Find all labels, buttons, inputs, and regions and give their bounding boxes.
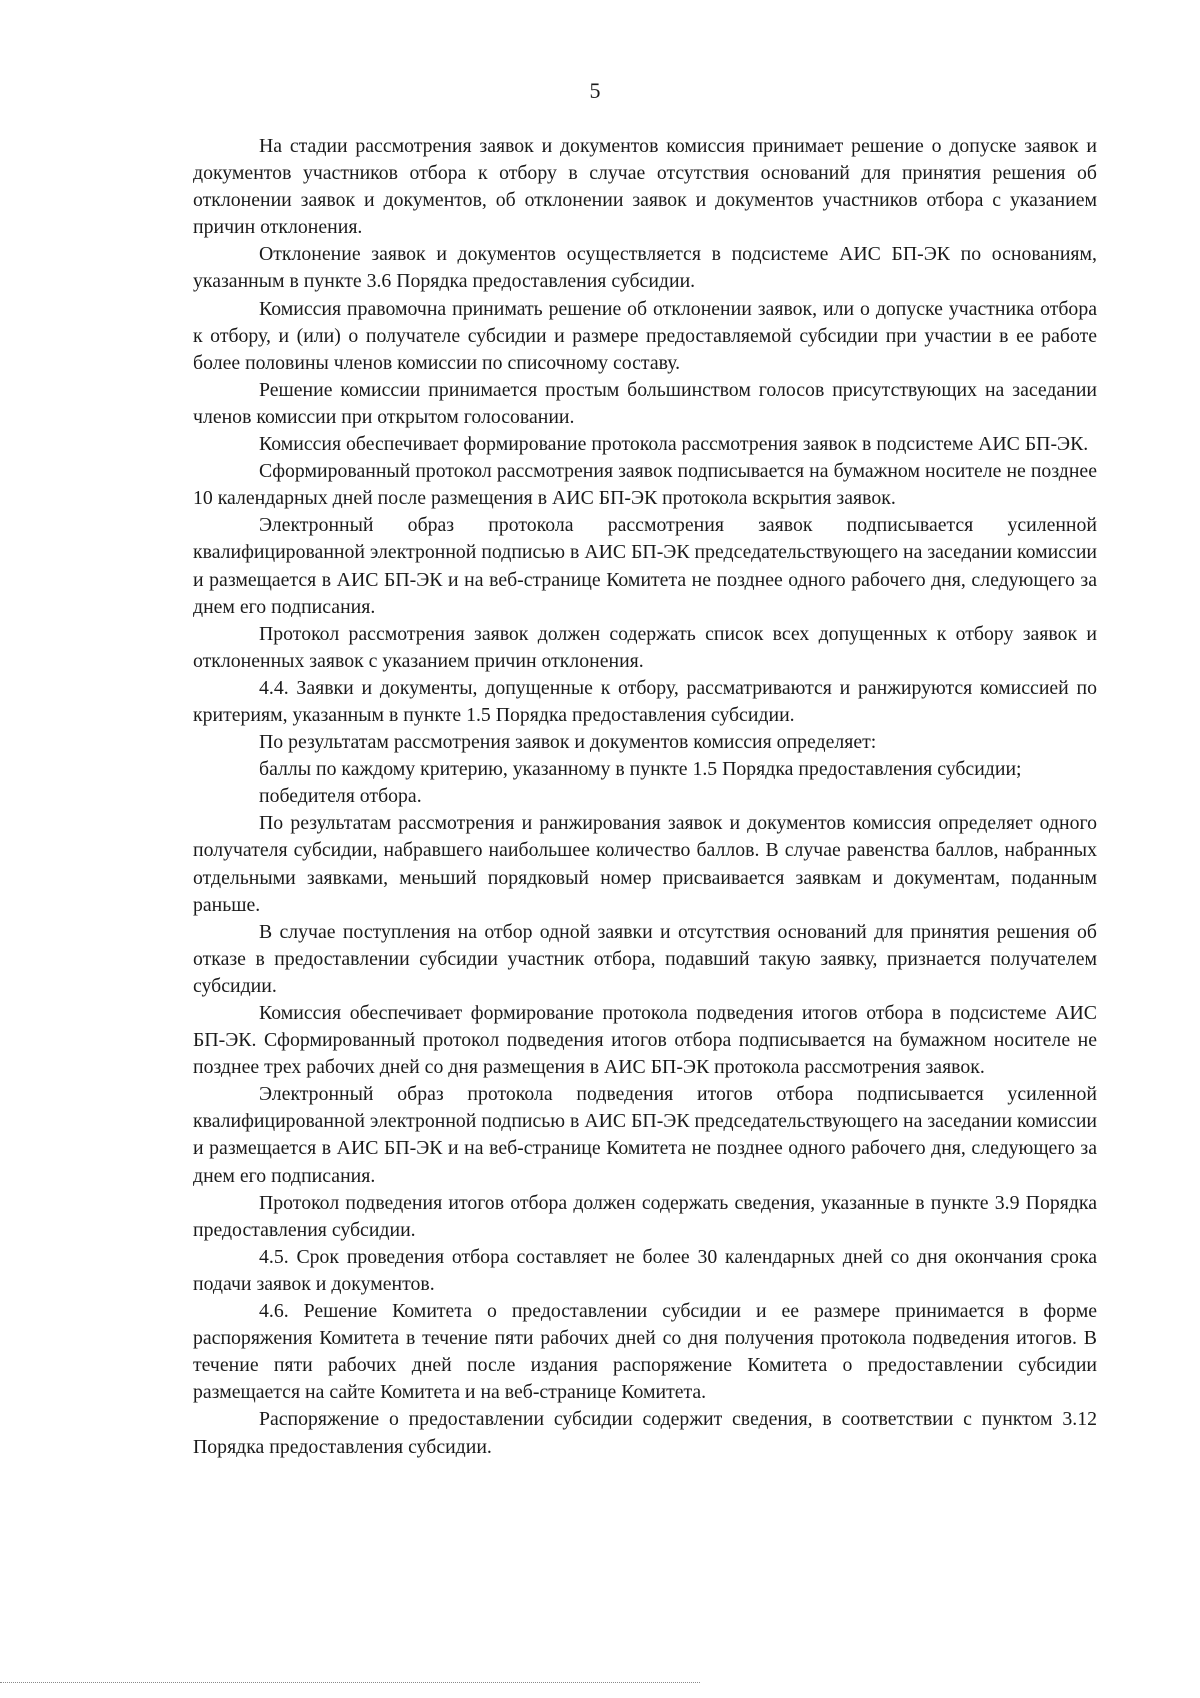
paragraph: Протокол рассмотрения заявок должен содержать список всех допущенных к отбору заявок и отклоненных заявок с указанием причин отклонения. [193, 622, 1097, 672]
document-body [193, 133, 1097, 1461]
paragraph: Комиссия правомочна принимать решение об отклонении заявок, или о допуске участника отбора к отбору, и (или) о получателе субсидии и размере предоставляемой субсидии при участии в ее работе более половины членов комиссии по списочному составу. [193, 297, 1097, 374]
paragraph: Распоряжение о предоставлении субсидии содержит сведения, в соответствии с пунктом 3.12 Порядка предоставления субсидии. [193, 1408, 1097, 1458]
paragraph-section-4-6: 4.6. Решение Комитета о предоставлении субсидии и ее размере принимается в форме распоряжения Комитета в течение пяти рабочих дней со дня получения протокола подведения итогов. В течение пяти рабочих дней после издания распоряжение Комитета о предоставлении субсидии размещается на сайте Комитета и на веб-странице Комитета. [193, 1300, 1097, 1404]
paragraph: По результатам рассмотрения и ранжирования заявок и документов комиссия определяет одного получателя субсидии, набравшего наибольшее количество баллов. В случае равенства баллов, набранных отдельными заявками, меньший порядковый номер присваивается заявкам и документам, поданным раньше. [193, 812, 1097, 916]
paragraph: Протокол подведения итогов отбора должен содержать сведения, указанные в пункте 3.9 Порядка предоставления субсидии. [193, 1191, 1097, 1241]
paragraph: Электронный образ протокола рассмотрения заявок подписывается усиленной квалифицированной электронной подписью в АИС БП-ЭК председательствующего на заседании комиссии и размещается в АИС БП-ЭК и на веб-странице Комитета не позднее одного рабочего дня, следующего за днем его подписания. [193, 514, 1097, 618]
page-number: 5 [589, 78, 601, 103]
paragraph: Сформированный протокол рассмотрения заявок подписывается на бумажном носителе не позднее 10 календарных дней после размещения в АИС БП-ЭК протокола вскрытия заявок. [193, 460, 1097, 510]
paragraph: В случае поступления на отбор одной заявки и отсутствия оснований для принятия решения об отказе в предоставлении субсидии участник отбора, подавший такую заявку, признается получателем субсидии. [193, 920, 1097, 997]
paragraph-section-4-4: 4.4. Заявки и документы, допущенные к отбору, рассматриваются и ранжируются комиссией по критериям, указанным в пункте 1.5 Порядка предоставления субсидии. [193, 676, 1097, 726]
paragraph: Отклонение заявок и документов осуществляется в подсистеме АИС БП-ЭК по основаниям, указанным в пункте 3.6 Порядка предоставления субсидии. [193, 243, 1097, 293]
paragraph: баллы по каждому критерию, указанному в пункте 1.5 Порядка предоставления субсидии; [259, 758, 1022, 781]
paragraph: Комиссия обеспечивает формирование протокола рассмотрения заявок в подсистеме АИС БП-ЭК. [259, 433, 1089, 456]
paragraph: победителя отбора. [259, 785, 422, 808]
paragraph: Решение комиссии принимается простым большинством голосов присутствующих на заседании членов комиссии при открытом голосовании. [193, 378, 1097, 428]
paragraph: Комиссия обеспечивает формирование протокола подведения итогов отбора в подсистеме АИС БП-ЭК. Сформированный протокол подведения итогов отбора подписывается на бумажном носителе не позднее трех рабочих дней со дня размещения в АИС БП-ЭК протокола рассмотрения заявок. [193, 1002, 1097, 1079]
paragraph: По результатам рассмотрения заявок и документов комиссия определяет: [259, 731, 877, 754]
paragraph: Электронный образ протокола подведения итогов отбора подписывается усиленной квалифицированной электронной подписью в АИС БП-ЭК председательствующего на заседании комиссии и размещается в АИС БП-ЭК и на веб-странице Комитета не позднее одного рабочего дня, следующего за днем его подписания. [193, 1083, 1097, 1187]
paragraph-section-4-5: 4.5. Срок проведения отбора составляет не более 30 календарных дней со дня окончания срока подачи заявок и документов. [193, 1245, 1097, 1295]
paragraph: На стадии рассмотрения заявок и документов комиссия принимает решение о допуске заявок и документов участников отбора к отбору в случае отсутствия оснований для принятия решения об отклонении заявок и документов, об отклонении заявок и документов участников отбора с указанием причин отклонения. [193, 135, 1097, 239]
scan-edge-line [0, 1682, 700, 1683]
